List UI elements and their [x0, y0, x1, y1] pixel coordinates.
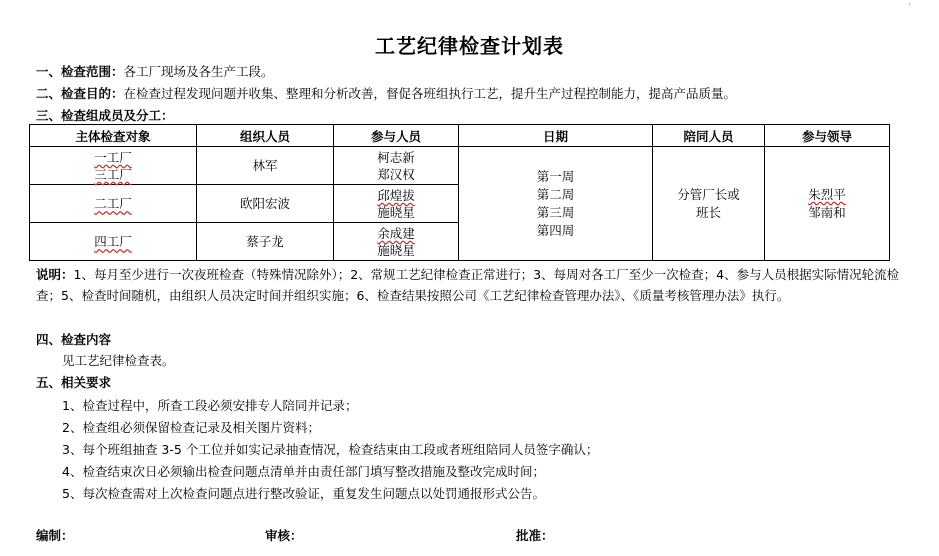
scope-label: 一、检查范围： — [36, 64, 124, 79]
header-date: 日期 — [459, 125, 653, 147]
members-heading: 三、检查组成员及分工： — [36, 108, 174, 123]
requirement-item: 4、检查结束次日必须输出检查问题点清单并由责任部门填写整改措施及整改完成时间； — [62, 464, 545, 479]
participants-cell — [334, 185, 459, 223]
content-heading: 四、检查内容 — [36, 332, 112, 347]
week-label: 第二周 — [536, 186, 575, 202]
scope-line — [36, 62, 274, 80]
target-name: 二工厂 — [94, 196, 132, 211]
scope-text: 各工厂现场及各生产工段。 — [123, 64, 274, 79]
requirement-item: 5、每次检查需对上次检查问题点进行整改验证，重复发生问题点以处罚通报形式公告。 — [62, 486, 545, 501]
target-name: 一工厂 — [94, 149, 132, 165]
participant-name: 施晓星 — [377, 242, 415, 258]
prepared-by-label: 编制： — [36, 528, 74, 543]
header-leaders: 参与领导 — [765, 125, 890, 147]
participant-name: 余成建 — [377, 225, 415, 241]
week-label: 第四周 — [536, 222, 575, 238]
participant-name: 郑汉权 — [377, 166, 415, 182]
organizer-cell: 林军 — [197, 147, 334, 185]
participant-name: 施晓星 — [377, 204, 415, 220]
purpose-label: 二、检查目的： — [36, 86, 124, 101]
organizer-cell: 欧阳宏波 — [197, 185, 334, 223]
participants-cell — [334, 147, 459, 185]
purpose-line — [36, 84, 736, 102]
target-cell — [30, 147, 197, 185]
note-text: 1、每月至少进行一次夜班检查（特殊情况除外）；2、常规工艺纪律检查正常进行；3、每周对各工厂至少一次检查；4、参与人员根据实际情况轮流检查；5、检查时间随机，由组织人员决定时间并组织实施；6、检查结果按照公司《工艺纪律检查管理办法》、《质量考核管理办法》执行。 — [36, 267, 900, 303]
header-organizer: 组织人员 — [197, 125, 334, 147]
corner-mark: · — [908, 0, 912, 11]
requirement-item: 3、每个班组抽查 3-5 个工位并如实记录抽查情况，检查结束由工段或者班组陪同人员签字确认； — [62, 442, 599, 457]
approved-by-label: 批准： — [516, 528, 554, 543]
escort-text: 分管厂长或 — [677, 186, 740, 202]
date-cell — [459, 147, 653, 261]
plan-table — [29, 124, 890, 261]
requirements-heading: 五、相关要求 — [36, 375, 112, 390]
participants-cell — [334, 223, 459, 261]
week-label: 第一周 — [536, 168, 575, 184]
leaders-cell — [765, 147, 890, 261]
reviewed-by-label: 审核： — [265, 528, 303, 543]
note-label: 说明： — [36, 267, 74, 282]
target-name: 三工厂 — [94, 166, 132, 182]
requirement-item: 1、检查过程中，所查工段必须安排专人陪同并记录； — [62, 398, 358, 413]
target-cell — [30, 185, 197, 223]
content-text: 见工艺纪律检查表。 — [62, 353, 175, 368]
purpose-text: 在检查过程发现问题并收集、整理和分析改善，督促各班组执行工艺，提升生产过程控制能力，提高产品质量。 — [123, 86, 737, 101]
note-paragraph — [36, 264, 916, 306]
table-row — [30, 147, 890, 185]
target-cell — [30, 223, 197, 261]
week-label: 第三周 — [536, 204, 575, 220]
header-participants: 参与人员 — [334, 125, 459, 147]
page-title: 工艺纪律检查计划表 — [375, 34, 564, 58]
target-name: 四工厂 — [94, 234, 132, 249]
participant-name: 柯志新 — [377, 149, 415, 165]
table-header-row — [30, 125, 890, 147]
escort-text: 班长 — [695, 204, 721, 220]
participant-name: 邱煌拔 — [377, 187, 415, 203]
header-escort: 陪同人员 — [653, 125, 765, 147]
organizer-cell: 蔡子龙 — [197, 223, 334, 261]
leader-name: 朱烈平 — [808, 186, 846, 202]
header-target: 主体检查对象 — [30, 125, 197, 147]
escort-cell — [653, 147, 765, 261]
requirement-item: 2、检查组必须保留检查记录及相关图片资料； — [62, 420, 320, 435]
leader-name: 邹南和 — [808, 204, 846, 220]
